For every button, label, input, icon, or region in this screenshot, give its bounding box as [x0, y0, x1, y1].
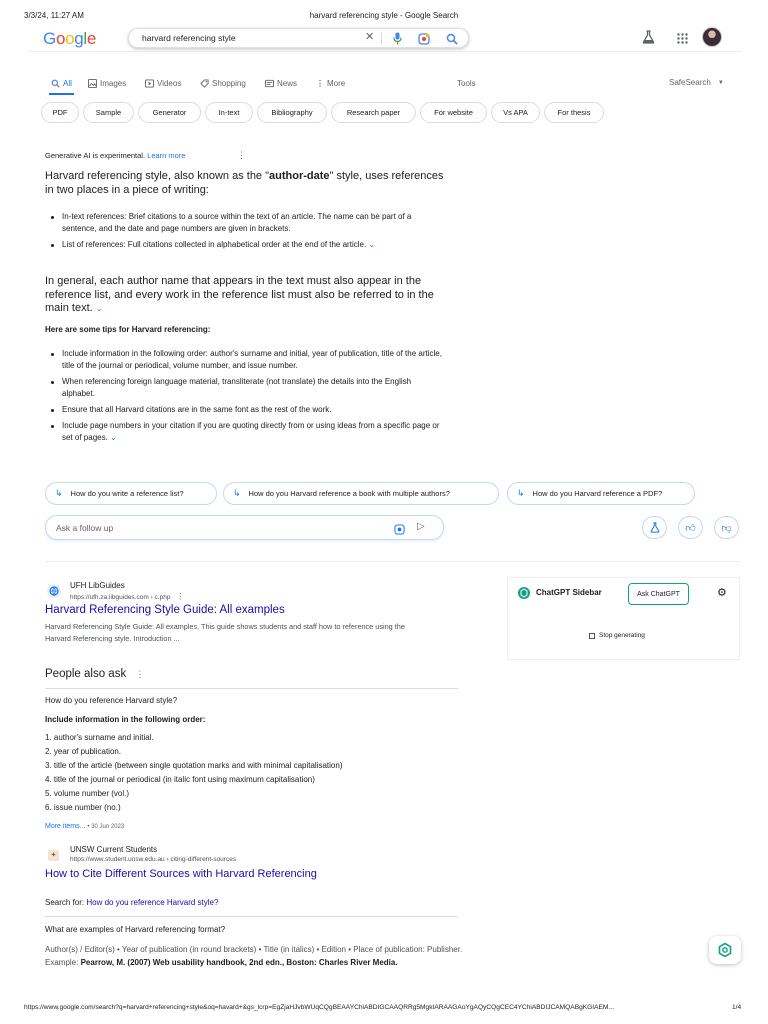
- labs-flask-icon[interactable]: [642, 30, 655, 49]
- search-icon[interactable]: [446, 32, 458, 50]
- list-item: Include page numbers in your citation if you are quoting directly from or using ideas from a specific page or set of pages. ⌄: [45, 420, 445, 444]
- safesearch-button[interactable]: SafeSearch ▼: [669, 78, 724, 87]
- lens-icon[interactable]: [394, 522, 405, 540]
- site-favicon: [47, 584, 61, 598]
- paa-divider: [45, 688, 458, 689]
- list-item: 3. title of the article (between single quotation marks and with minimal capitalisation): [45, 761, 343, 770]
- more-vert-icon[interactable]: ⋮: [176, 592, 185, 601]
- chip-in-text[interactable]: In-text: [205, 102, 253, 123]
- thumbs-down-button[interactable]: [714, 516, 739, 539]
- tab-all[interactable]: All: [51, 79, 72, 88]
- logo-letter: g: [74, 29, 84, 48]
- google-logo[interactable]: [43, 29, 96, 49]
- chevron-down-icon[interactable]: ⌄: [95, 304, 103, 313]
- more-vert-icon[interactable]: ⋮: [135, 669, 145, 679]
- paa-source-title-link[interactable]: How to Cite Different Sources with Harvard Referencing: [45, 868, 317, 880]
- chip-sample[interactable]: Sample: [83, 102, 134, 123]
- suggestion-chip[interactable]: ↳ How do you write a reference list?: [45, 482, 217, 505]
- thumbs-up-icon: 👍︎: [685, 522, 696, 534]
- list-item: 4. title of the journal or periodical (in italic font using maximum capitalisation): [45, 775, 315, 784]
- ai-bullets-1: [45, 211, 445, 251]
- dropdown-arrow-icon: ▼: [717, 79, 724, 86]
- list-item: Include information in the following order: author's surname and initial, year of publication, title of the article, title of the journal or periodical, volume number, and issue number.: [45, 348, 445, 372]
- search-for-link[interactable]: How do you reference Harvard style?: [86, 898, 219, 907]
- chatgpt-sidebar-panel: [507, 577, 740, 660]
- tools-button[interactable]: Tools: [457, 79, 476, 88]
- result-site-name: UFH LibGuides: [70, 581, 125, 590]
- search-input[interactable]: harvard referencing style: [142, 33, 236, 43]
- list-item: 1. author's surname and initial.: [45, 733, 154, 742]
- account-avatar[interactable]: [702, 27, 722, 47]
- logo-letter: o: [65, 29, 75, 48]
- follow-up-arrow-icon: ↳: [517, 488, 525, 498]
- apps-grid-icon[interactable]: [677, 31, 688, 49]
- list-item: In-text references: Brief citations to a source within the text of an article. The name can be part of a sentence, and the date and page numbers are given in brackets.: [45, 211, 445, 235]
- suggestion-chip[interactable]: ↳ How do you Harvard reference a book with multiple authors?: [223, 482, 499, 505]
- chip-for-website[interactable]: For website: [420, 102, 487, 123]
- logo-letter: l: [83, 29, 87, 48]
- video-icon: [145, 79, 154, 88]
- follow-up-arrow-icon: ↳: [233, 488, 241, 498]
- chip-generator[interactable]: Generator: [138, 102, 201, 123]
- follow-up-input[interactable]: [45, 515, 444, 540]
- thumbs-down-icon: 👎︎: [721, 522, 732, 534]
- labs-feedback-button[interactable]: [642, 516, 667, 539]
- divider: [381, 32, 382, 45]
- chevron-down-icon[interactable]: ⌄: [368, 240, 376, 249]
- list-item: List of references: Full citations collected in alphabetical order at the end of the article. ⌄: [45, 239, 445, 251]
- logo-letter: G: [43, 29, 56, 48]
- search-box[interactable]: [128, 28, 469, 48]
- chip-for-thesis[interactable]: For thesis: [544, 102, 604, 123]
- search-icon: [51, 79, 60, 88]
- result-url: https://ufh.za.libguides.com › c.php ⋮: [70, 592, 185, 601]
- chatgpt-logo-icon: [717, 942, 733, 958]
- chatgpt-sidebar-title: ChatGPT Sidebar: [536, 588, 602, 597]
- chip-pdf[interactable]: PDF: [41, 102, 79, 123]
- logo-letter: e: [86, 29, 97, 48]
- ai-general: In general, each author name that appears in the text must also appear in the reference list, and every work in the reference list must also be referred to in the main text. ⌄: [45, 275, 434, 314]
- paa-source-site: UNSW Current Students: [70, 845, 158, 854]
- paa-question-2[interactable]: What are examples of Harvard referencing format?: [45, 925, 226, 934]
- tab-news[interactable]: News: [265, 79, 297, 88]
- section-divider: [45, 561, 740, 562]
- suggestion-chip[interactable]: ↳ How do you Harvard reference a PDF?: [507, 482, 695, 505]
- ai-bullets-2: [45, 348, 445, 444]
- stop-icon: [589, 633, 595, 639]
- print-page-number: 1/4: [732, 1004, 742, 1011]
- unsw-crest-icon: ✦: [48, 850, 59, 861]
- chip-vs-apa[interactable]: Vs APA: [491, 102, 540, 123]
- logo-letter: o: [55, 29, 66, 48]
- chevron-down-icon[interactable]: ⌄: [110, 433, 117, 442]
- list-item: Ensure that all Harvard citations are in the same font as the rest of the work.: [45, 404, 445, 416]
- list-item: 2. year of publication.: [45, 747, 122, 756]
- image-icon: [88, 79, 97, 88]
- chip-bibliography[interactable]: Bibliography: [257, 102, 327, 123]
- thumbs-up-button[interactable]: [678, 516, 703, 539]
- paa-answer-heading: Include information in the following order:: [45, 715, 206, 724]
- paa-question[interactable]: How do you reference Harvard style?: [45, 696, 178, 705]
- lens-icon[interactable]: [418, 32, 430, 50]
- gear-icon[interactable]: ⚙: [717, 587, 727, 599]
- result-snippet: Harvard Referencing Style Guide: All examples. This guide shows students and staff how to reference using the Harvard Referencing style. Introduction ...: [45, 622, 405, 643]
- tab-videos[interactable]: Videos: [145, 79, 181, 88]
- chip-research-paper[interactable]: Research paper: [331, 102, 416, 123]
- paa-source-url: https://www.student.unsw.edu.au › citing-different-sources: [70, 856, 237, 863]
- more-items-link[interactable]: More items...: [45, 823, 86, 830]
- ai-intro: Harvard referencing style, also known as the "author-date" style, uses references in two places in a piece of writing:: [45, 170, 444, 196]
- paa-search-for: Search for: How do you reference Harvard style?: [45, 898, 219, 907]
- stop-generating-button[interactable]: Stop generating: [589, 632, 645, 639]
- tag-icon: [200, 79, 209, 88]
- clear-icon[interactable]: ✕: [365, 31, 375, 43]
- news-icon: [265, 79, 274, 88]
- list-item: 5. volume number (vol.): [45, 789, 130, 798]
- result-title-link[interactable]: Harvard Referencing Style Guide: All examples: [45, 604, 285, 616]
- follow-up-arrow-icon: ↳: [55, 488, 63, 498]
- ask-chatgpt-button[interactable]: Ask ChatGPT: [628, 583, 689, 605]
- paa-more-items: More items... • 30 Jun 2023: [45, 823, 125, 830]
- chatgpt-logo-icon: [517, 586, 531, 605]
- more-vert-icon: ⋮: [316, 79, 324, 88]
- paa-ordered-list: [45, 731, 465, 815]
- print-page-title: harvard referencing style - Google Search: [309, 11, 459, 20]
- more-vert-icon[interactable]: ⋮: [237, 150, 246, 160]
- tab-more[interactable]: ⋮ More: [316, 79, 346, 88]
- paa-heading: People also ask ⋮: [45, 668, 145, 680]
- tab-shopping[interactable]: Shopping: [200, 79, 246, 88]
- paa-divider: [45, 916, 458, 917]
- paa-answer-2: Author(s) / Editor(s) • Year of publication (in round brackets) • Title (in italics) • Edition • Place of publication: Publisher. Example: Pearrow, M. (2007) Web usability handbook, 2nd edn., Boston: Charles River Media.: [45, 945, 463, 967]
- send-icon[interactable]: ▷: [417, 521, 425, 532]
- list-item: When referencing foreign language material, transliterate (not translate) the details into the English alphabet.: [45, 376, 445, 400]
- tips-heading: Here are some tips for Harvard referencing:: [45, 325, 211, 334]
- microphone-icon[interactable]: [393, 32, 402, 50]
- follow-up-placeholder: Ask a follow up: [56, 523, 114, 533]
- ai-experimental-note: Generative AI is experimental. Learn more: [45, 151, 186, 160]
- print-footer-url: https://www.google.com/search?q=harvard+referencing+style&oq=havard+&gs_lcrp=EgZjaHJvbWUqCQgBEAAYChiABDIGCAAQRRg5MgkIARAAGAoYgAQyCQgCEC4YChiABDIJCAMQABgKGIAEM...: [24, 1004, 614, 1011]
- learn-more-link[interactable]: Learn more: [147, 151, 186, 160]
- tab-active-indicator: [49, 93, 74, 95]
- tab-images[interactable]: Images: [88, 79, 126, 88]
- print-datetime: 3/3/24, 11:27 AM: [24, 11, 84, 20]
- labs-flask-icon: [650, 522, 660, 533]
- header-divider: [28, 51, 741, 52]
- chatgpt-float-button[interactable]: [709, 936, 741, 964]
- list-item: 6. issue number (no.): [45, 803, 121, 812]
